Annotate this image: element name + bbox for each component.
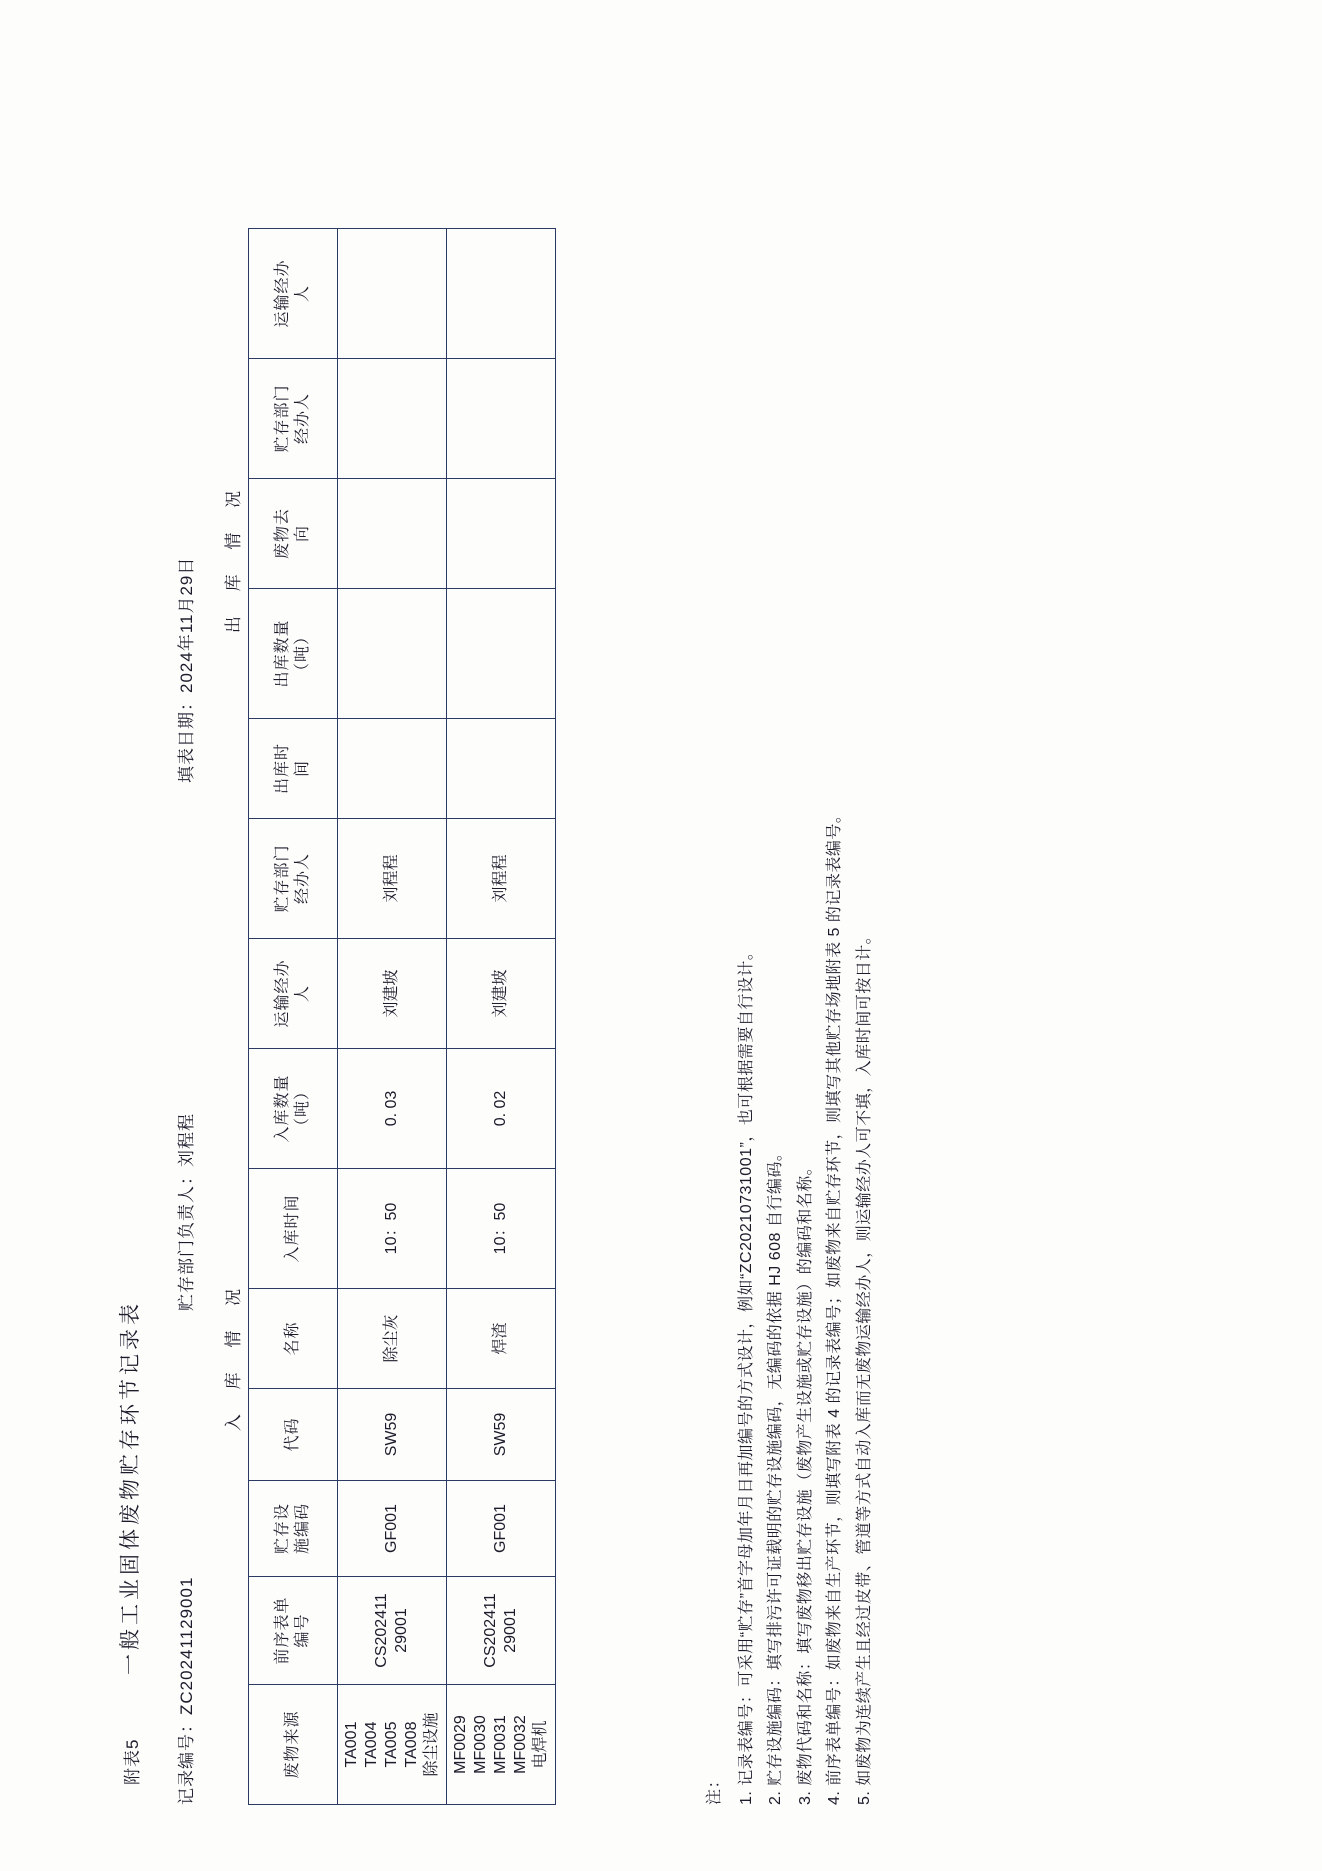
- storage-record-table: [248, 228, 556, 1805]
- col-header-destination: 废物去 向: [249, 479, 338, 589]
- col-header-code: 代码: [249, 1389, 338, 1481]
- col-header-out-qty: 出库数量 （吨）: [249, 589, 338, 719]
- cell-destination: [447, 479, 556, 589]
- department-head: 贮存部门负责人：刘程程: [177, 1113, 196, 1311]
- cell-out-qty: [447, 589, 556, 719]
- fill-date: 填表日期：2024年11月29日: [177, 556, 196, 783]
- notes-section: [700, 45, 880, 1805]
- table-row: [447, 229, 556, 1805]
- cell-storage-handler: 刘程程: [447, 819, 556, 939]
- col-header-name: 名称: [249, 1289, 338, 1389]
- cell-in-qty: 0. 03: [338, 1049, 447, 1169]
- cell-in-time: 10：50: [338, 1169, 447, 1289]
- note-item: 4. 前序表单编号：如废物来自生产环节，则填写附表 4 的记录表编号；如废物来自贮存环节，则填写其他贮存场地附表 5 的记录表编号。: [826, 806, 844, 1805]
- col-header-in-time: 入库时间: [249, 1169, 338, 1289]
- cell-code: SW59: [447, 1389, 556, 1481]
- group-band-outbound: 出 库 情 况: [223, 480, 243, 634]
- col-header-out-transport-handler: 运输经办 人: [249, 229, 338, 359]
- note-item: 5. 如废物为连续产生且经过皮带、管道等方式自动入库而无废物运输经办人，则运输经办人可不填，入库时间可按日计。: [855, 927, 873, 1805]
- col-header-in-qty: 入库数量 （吨）: [249, 1049, 338, 1169]
- cell-transport-handler: 刘建坡: [447, 939, 556, 1049]
- attachment-label: 附表5: [123, 1738, 142, 1785]
- col-header-out-time: 出库时 间: [249, 719, 338, 819]
- cell-out-time: [338, 719, 447, 819]
- note-item: 3. 废物代码和名称：填写废物移出贮存设施（废物产生设施或贮存设施）的编码和名称。: [796, 1158, 814, 1805]
- cell-out-transport-handler: [447, 229, 556, 359]
- col-header-transport-handler: 运输经办 人: [249, 939, 338, 1049]
- col-header-prev-form-no: 前序表单 编号: [249, 1577, 338, 1685]
- cell-code: SW59: [338, 1389, 447, 1481]
- cell-prev-form-no: CS202411 29001: [338, 1577, 447, 1685]
- note-item: 1. 记录表编号：可采用“贮存”首字母加年月日再加编号的方式设计，例如“ZC20210731001”，也可根据需要自行设计。: [737, 943, 755, 1805]
- col-header-facility-code: 贮存设 施编码: [249, 1481, 338, 1577]
- cell-name: 除尘灰: [338, 1289, 447, 1389]
- group-band-inbound: 入 库 情 况: [223, 1278, 243, 1432]
- cell-facility-code: GF001: [338, 1481, 447, 1577]
- cell-storage-handler: 刘程程: [338, 819, 447, 939]
- cell-out-qty: [338, 589, 447, 719]
- page-title: 一般工业固体废物贮存环节记录表: [119, 1300, 142, 1675]
- record-number: 记录编号：ZC20241129001: [177, 1576, 196, 1805]
- cell-out-time: [447, 719, 556, 819]
- col-header-storage-handler: 贮存部门 经办人: [249, 819, 338, 939]
- table-row: [338, 229, 447, 1805]
- cell-destination: [338, 479, 447, 589]
- cell-in-qty: 0. 02: [447, 1049, 556, 1169]
- cell-in-time: 10：50: [447, 1169, 556, 1289]
- table-header-row: [249, 229, 338, 1805]
- cell-out-storage-handler: [338, 359, 447, 479]
- cell-out-transport-handler: [338, 229, 447, 359]
- cell-name: 焊渣: [447, 1289, 556, 1389]
- note-item: 2. 贮存设施编码：填写排污许可证载明的贮存设施编码，无编码的依据 HJ 608 自行编码。: [767, 1144, 785, 1805]
- cell-out-storage-handler: [447, 359, 556, 479]
- cell-source: TA001 TA004 TA005 TA008 除尘设施: [338, 1685, 447, 1805]
- notes-title: 注：: [706, 1771, 723, 1805]
- col-header-out-storage-handler: 贮存部门 经办人: [249, 359, 338, 479]
- cell-source: MF0029 MF0030 MF0031 MF0032 电焊机: [447, 1685, 556, 1805]
- cell-transport-handler: 刘建坡: [338, 939, 447, 1049]
- cell-facility-code: GF001: [447, 1481, 556, 1577]
- col-header-source: 废物来源: [249, 1685, 338, 1805]
- cell-prev-form-no: CS202411 29001: [447, 1577, 556, 1685]
